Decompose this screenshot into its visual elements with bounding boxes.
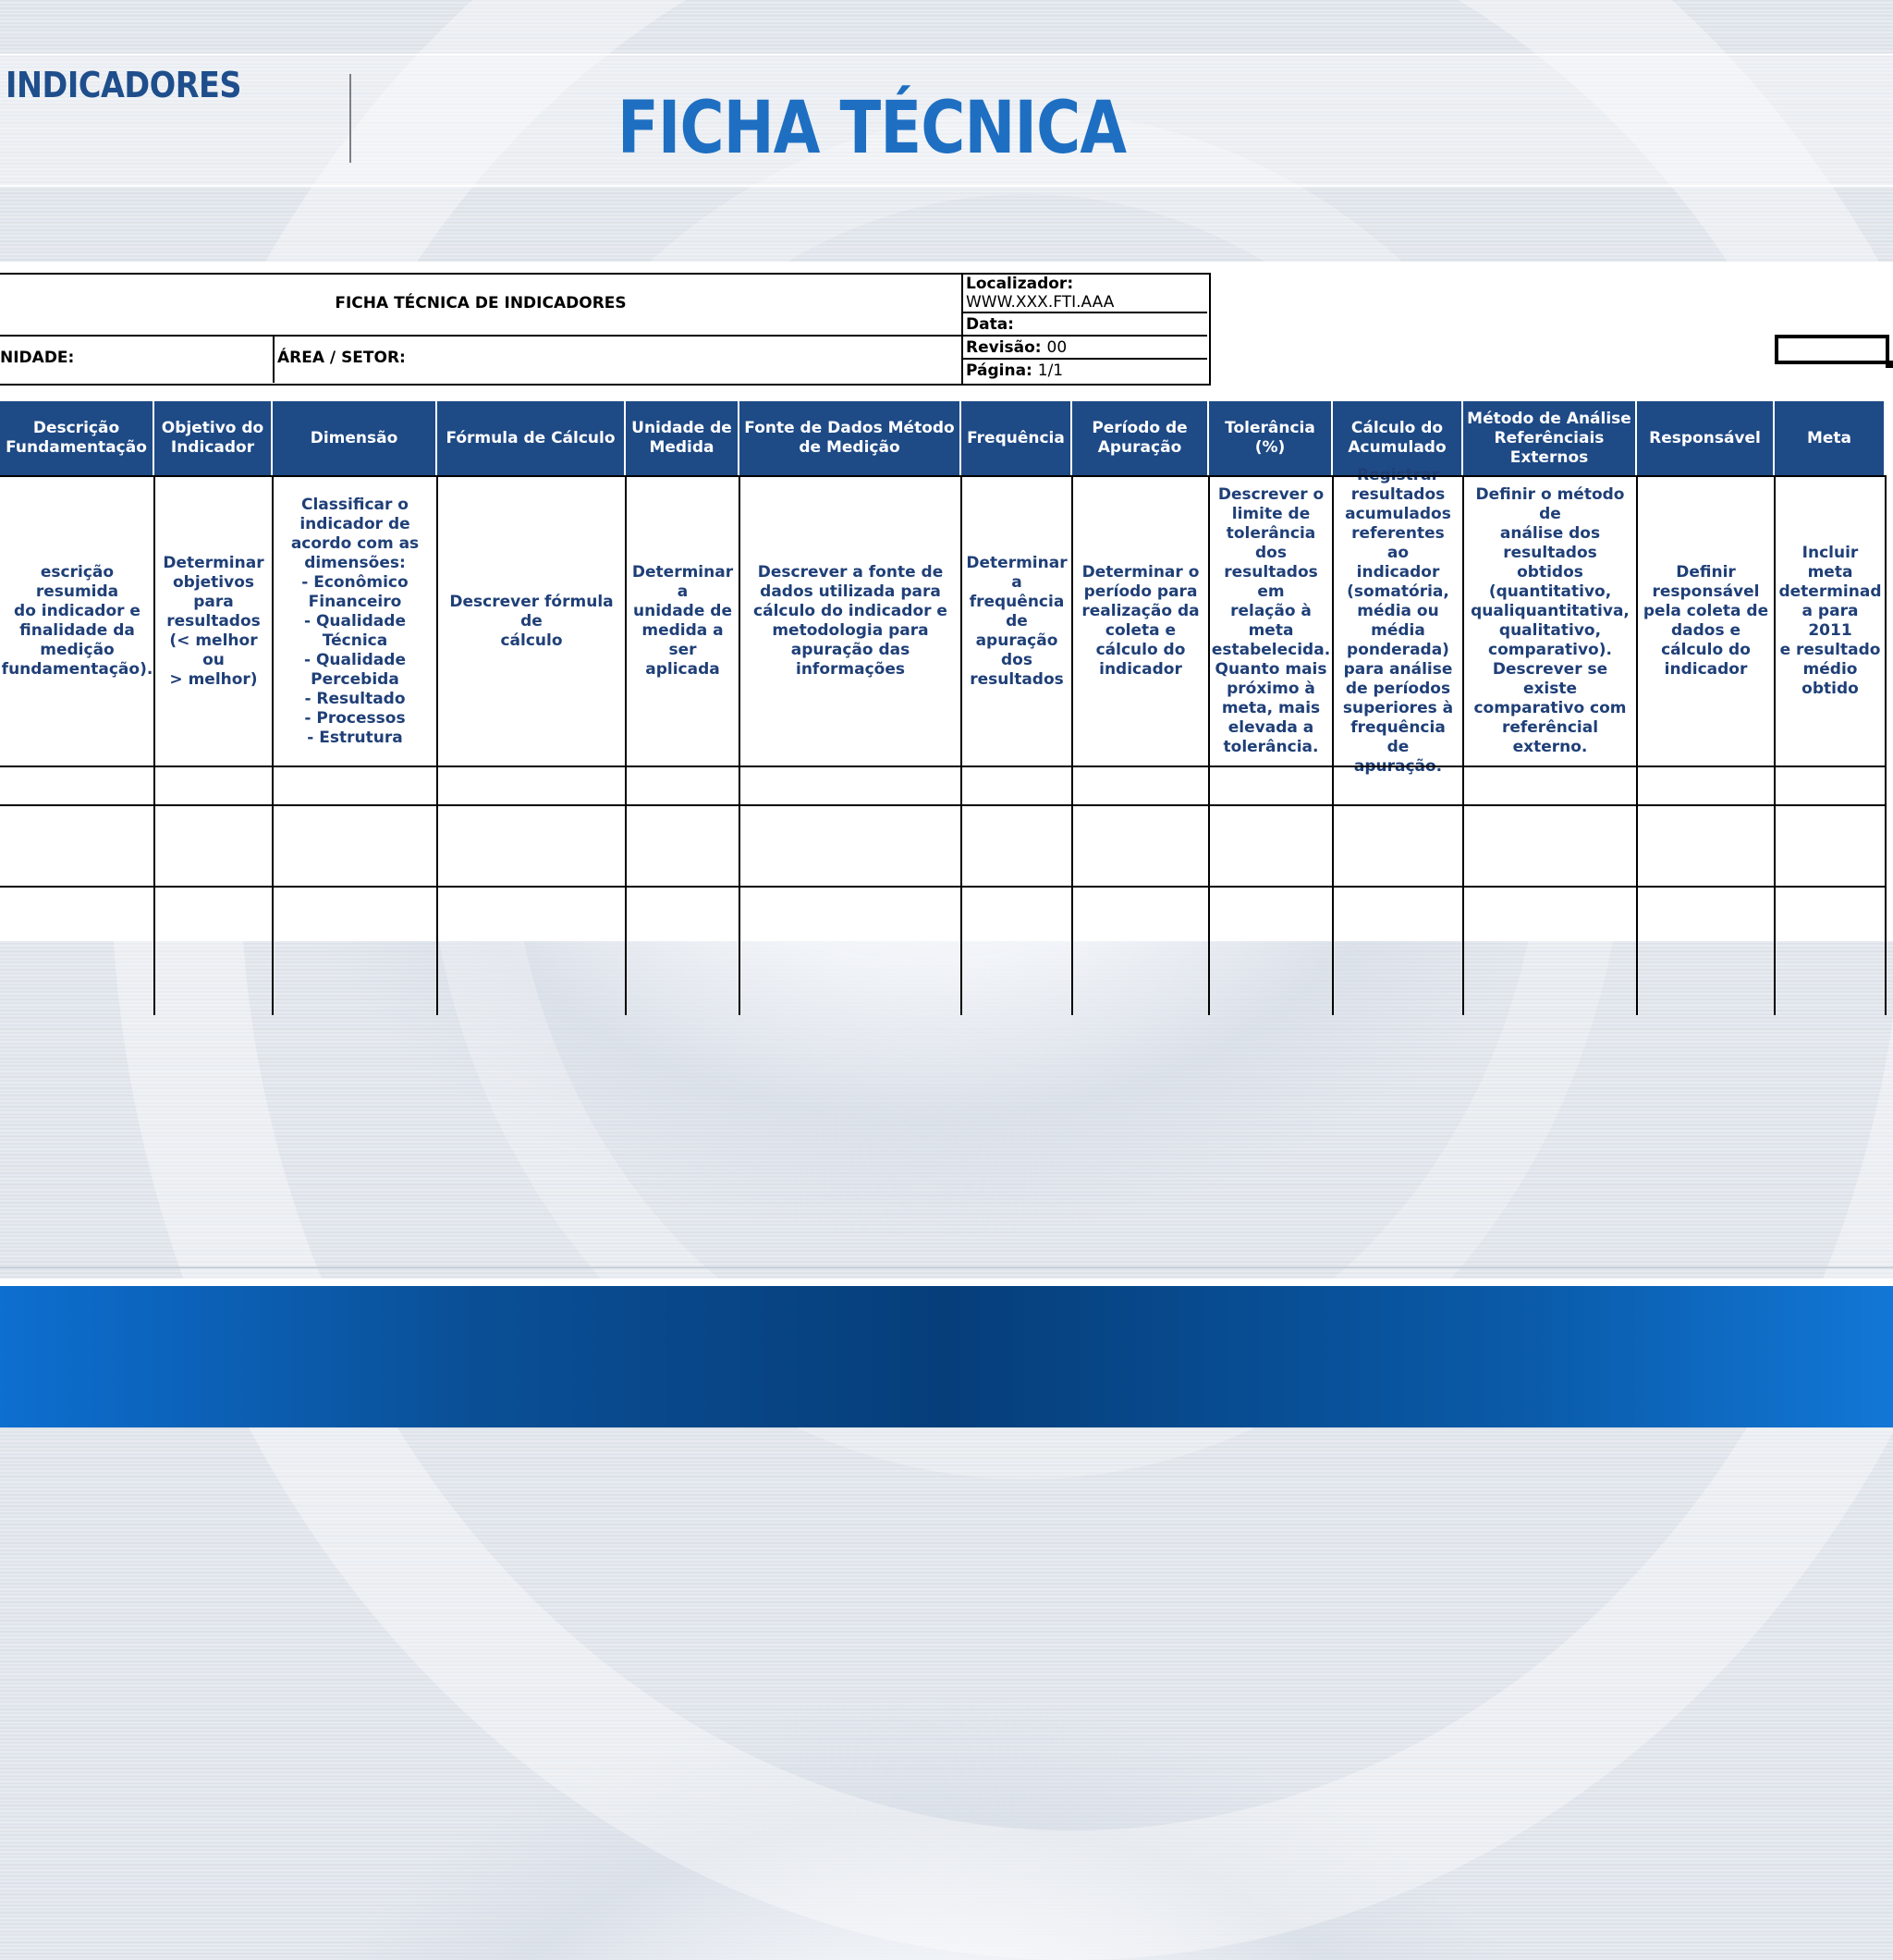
footer-separator (0, 1267, 1893, 1268)
pagina-label-text: Página: (966, 361, 1032, 380)
brand-label: INDICADORES (6, 65, 242, 105)
table-cell[interactable] (1464, 806, 1636, 886)
selected-cell-box[interactable] (1775, 335, 1889, 364)
column-header: Objetivo do Indicador (154, 401, 273, 475)
table-cell[interactable] (438, 767, 625, 804)
table-cell[interactable] (1638, 767, 1774, 804)
title-divider (349, 74, 351, 163)
column-header: Fórmula de Cálculo (437, 401, 626, 475)
column-description: Descrever o limite de tolerância dos resultados em relação à meta estabelecida. Quanto mais próximo à meta, mais elevada a tolerância. (1211, 485, 1331, 756)
table-cell[interactable] (1, 888, 153, 941)
footer-band (0, 1279, 1893, 1427)
revisao-label (966, 338, 1067, 357)
column-header: Tolerância (%) (1209, 401, 1333, 475)
table-cell[interactable] (1, 767, 153, 804)
table-cell[interactable] (962, 888, 1071, 941)
table-cell[interactable] (155, 888, 272, 941)
column-description: escrição resumida do indicador e finalidade da medição fundamentação). (1, 563, 153, 679)
table-cell[interactable] (1776, 767, 1885, 804)
localizador-label: Localizador: (966, 275, 1074, 293)
table-cell[interactable] (274, 806, 436, 886)
column-header: Frequência (961, 401, 1072, 475)
table-cell[interactable] (1776, 888, 1885, 941)
table-cell[interactable] (1464, 888, 1636, 941)
table-cell[interactable] (155, 806, 272, 886)
table-cell[interactable] (627, 888, 739, 941)
table-cell[interactable] (438, 806, 625, 886)
column-description: resultados acumulados referentes ao indicador (somatória, média ou média ponderada) para análise de períodos superiores à frequência de (1342, 485, 1454, 756)
table-cell[interactable] (438, 888, 625, 941)
pagina-value: 1/1 (1037, 361, 1064, 380)
table-cell[interactable] (1073, 806, 1208, 886)
revisao-label-text: Revisão: (966, 338, 1042, 357)
table-cell[interactable] (962, 806, 1071, 886)
table-column-line (1885, 475, 1887, 1015)
data-label: Data: (966, 315, 1014, 334)
table-cell[interactable] (1334, 806, 1462, 886)
column-header: Fonte de Dados Método de Medição (739, 401, 961, 475)
table-cell[interactable] (1776, 806, 1885, 886)
table-cell[interactable] (1334, 888, 1462, 941)
table-cell[interactable] (1638, 888, 1774, 941)
table-cell[interactable] (627, 767, 739, 804)
column-header: Período de Apuração (1072, 401, 1209, 475)
column-description: Determinar objetivos para resultados (< melhor ou > melhor) (163, 553, 264, 689)
table-cell[interactable] (1210, 806, 1332, 886)
table-cell[interactable] (274, 888, 436, 941)
table-cell[interactable] (740, 888, 960, 941)
column-description: Classificar o indicador de acordo com as dimensões: - Econômico Financeiro - Qualidade Técnica - Qualidade Percebida - Resultado - Processos - Estrutura (290, 495, 420, 747)
column-description: Determinar a frequência de apuração dos resultados (966, 553, 1068, 689)
column-description: Determinar a unidade de medida a ser aplicada (631, 563, 734, 679)
localizador-value: WWW.XXX.FTI.AAA (966, 293, 1115, 312)
table-cell[interactable] (274, 767, 436, 804)
column-header: Meta (1775, 401, 1886, 475)
table-cell[interactable] (1073, 888, 1208, 941)
table-cell[interactable] (962, 767, 1071, 804)
table-cell[interactable] (155, 767, 272, 804)
pagina-label (966, 361, 1063, 380)
column-header: Dimensão (273, 401, 437, 475)
column-description: Definir responsável pela coleta de dados e cálculo do indicador (1643, 563, 1769, 679)
form-title: FICHA TÉCNICA DE INDICADORES (335, 294, 627, 312)
column-header: Descrição Fundamentação (0, 401, 154, 475)
column-description: Definir o método de análise dos resultados obtidos (quantitativo, qualiquantitativa, qualitativo, comparativo). Descrever se existe comparativo com referêncial externo. (1471, 485, 1630, 756)
area-setor-label: ÁREA / SETOR: (277, 349, 406, 367)
table-cell[interactable] (1638, 806, 1774, 886)
table-cell[interactable] (740, 806, 960, 886)
column-header: Unidade de Medida (626, 401, 739, 475)
column-description: Descrever a fonte de dados utilizada para cálculo do indicador e metodologia para apuração das informações (753, 563, 947, 679)
table-cell[interactable] (1210, 888, 1332, 941)
column-header: Responsável (1637, 401, 1775, 475)
column-description: Determinar o período para realização da coleta e cálculo do indicador (1081, 563, 1200, 679)
column-description: Incluir meta determinad a para 2011 e resultado médio obtido (1778, 544, 1882, 698)
table-cell[interactable] (740, 767, 960, 804)
table-cell[interactable] (627, 806, 739, 886)
column-header: Cálculo do Acumulado (1333, 401, 1463, 475)
table-cell[interactable] (1334, 767, 1462, 804)
table-cell[interactable] (1073, 767, 1208, 804)
column-description: Descrever fórmula de cálculo (449, 592, 614, 650)
revisao-value: 00 (1046, 338, 1068, 357)
column-header: Método de Análise Referênciais Externos (1463, 401, 1637, 475)
table-row-line (0, 475, 1886, 477)
table-cell[interactable] (1, 806, 153, 886)
unidade-label: NIDADE: (0, 349, 75, 367)
table-cell[interactable] (1464, 767, 1636, 804)
table-cell[interactable] (1210, 767, 1332, 804)
page-title: FICHA TÉCNICA (617, 87, 1127, 170)
